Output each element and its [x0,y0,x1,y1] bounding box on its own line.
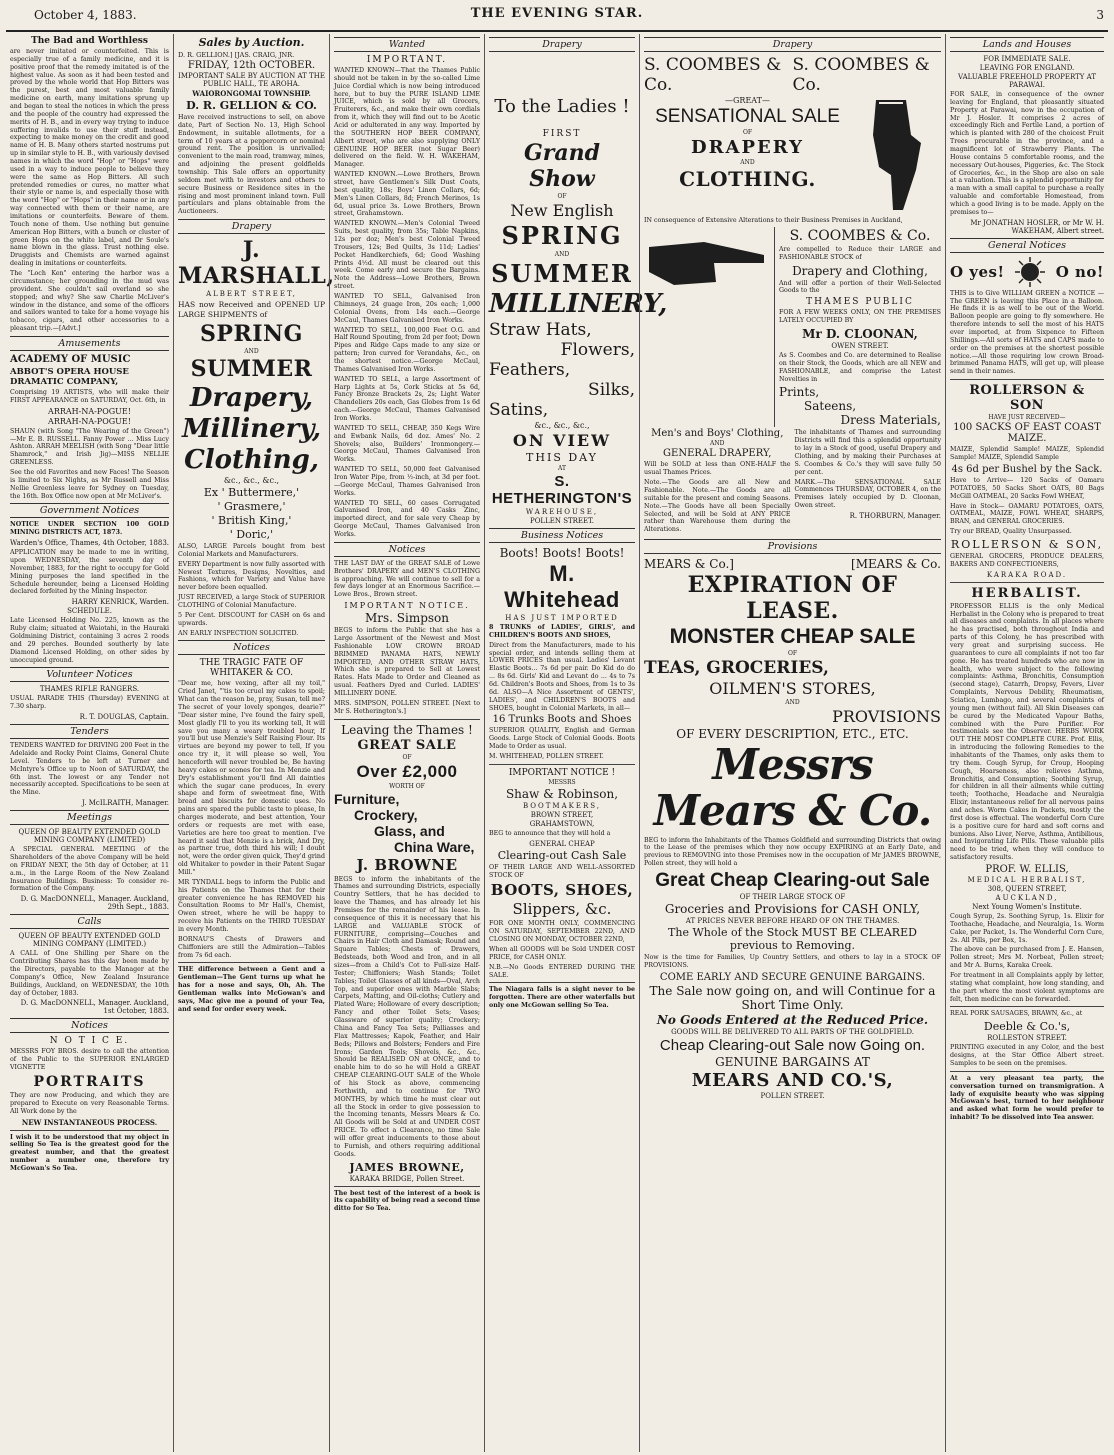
column-2 [173,34,335,1452]
bread: Try our BREAD, Quality Unsurpassed. [950,528,1072,536]
one-month: FOR ONE MONTH ONLY, COMMENCING ON SATURDAY, SEPTEMBER 22ND, AND CLOSING ON MONDAY, OCTOBER 22ND, [489,920,635,944]
of-5: OF [742,129,753,136]
o-yes: O yes! [950,262,1005,281]
wanted-6: WANTED TO SELL, a large Assortment of Harp Lights at 5s, Cork Sticks at 5s 6d, Fancy Bronze Brackets 2s, 2s; Light Water Chandeliers 20s each, Gas Globes from 1s 6d each.—George McCaul, Thames Galvanised Iron Works. [334,375,480,422]
pointing-hand-right-icon [644,227,774,297]
grahamstown: GRAHAMSTOWN, [529,819,595,828]
trunks-16: 16 Trunks Boots and Shoes [492,714,632,726]
section-provisions: Provisions [644,539,941,554]
prof-ellis: PROF. W. ELLIS, [985,864,1069,876]
realise: As S. Coombes and Co. are determined to Realise on their Stock, the Goods, which are all NEW and FASHIONABLE, and comprise the Latest Novelties in [779,352,941,383]
rifle-sign: R. T. DOUGLAS, Captain. [79,713,169,722]
section-notices: Notices [10,1018,169,1033]
foy-body: They are now Producing, and which they are prepared to Execute on very Reasonable Terms. All Work done by the [10,1092,169,1115]
cloonan: Mr D. CLOONAN, [802,327,918,342]
first: FIRST [542,129,582,139]
delivered: GOODS WILL BE DELIVERED TO ALL PARTS OF THE GOLDFIELD. [671,1027,914,1036]
expiration: EXPIRATION OF LEASE. [687,572,898,625]
column-6 [945,34,1108,1452]
pollen-street-4: POLLEN STREET. [529,517,595,525]
important-head: IMPORTANT. [366,55,448,65]
section-drapery-4: Drapery [489,37,635,52]
column-5 [639,34,945,1452]
pointing-hand-down-icon [851,95,941,215]
divider [334,1186,480,1187]
and-5: AND [740,159,755,166]
crockery: Crockery, [354,806,418,823]
freehold: VALUABLE FREEHOLD PROPERTY AT PARAWAI. [958,73,1096,89]
calls-body: A CALL of One Shilling per Share on the Contributing Shares has this day been made by the Directors, payable to the Manager at the Company's Office, New Zealand Insurance Buildings, Auckland, on WEDNESDAY, the 10th day of October, 1883. [10,950,169,997]
divider [489,764,635,765]
clothing-heading: Clothing, [184,444,319,475]
etc-4: &c., &c., &c., [534,421,590,430]
great-cheap: Great Cheap Clearing-out Sale [655,870,930,891]
loch-ken-notice: The "Loch Ken" entering the harbor was a circumstance; her grounding in the mud was provident. She couldn't sail overland so she stopped; and why? She saw Charlie McLiver's window in the distance, and some of the officers and sailors wanted to take for a home voyage his tobacco, cigars, and other accessories to a pleasant trip.—[Advt.] [10,270,169,333]
when-all: When all GOODS will be Sold UNDER COST PRICE, for CASH ONLY. [489,946,635,961]
feathers: Feathers, [489,360,571,380]
meeting-sign: D. G. MacDONNELL, Manager. Auckland, 29th Sept., 1883. [20,895,169,912]
general-drapery: GENERAL DRAPERY, [663,448,772,460]
to-arrive: Have to Arrive— 120 Sacks of Oamaru POTATOES, 50 Sacks Short OATS, 80 Bags McGill OATMEAL, 20 Sacks Fowl WHEAT, [950,476,1104,500]
monster-sale: MONSTER CHEAP SALE [669,625,916,649]
millinery-heading: Millinery, [181,413,322,444]
land-sign: Mr JONATHAN HOSLER, or Mr W. H. WAKEHAM, Albert street. [970,218,1104,235]
wanted-9: WANTED TO SELL, 60 cases Corrugated Galvanised Iron, and 40 Casks Zinc, imported direct, and for sale very Cheap by George McCaul, Thames Galvanised Iron Works. [334,499,480,538]
of-6: OF [787,650,798,658]
worth-of: WORTH OF [389,782,425,790]
masthead [6,4,1108,32]
mens-boys: Men's and Boys' Clothing, [651,428,784,440]
oilmens-stores: OILMEN'S STORES, [709,679,876,699]
mears-header [644,557,941,571]
ship-buttermere: Ex ' Buttermere,' [203,485,300,499]
marshall: J. MARSHALL, [178,237,335,290]
beg-announce: BEG to announce that they will hold a [489,829,611,837]
rolleston-street: ROLLESTON STREET. [987,1034,1067,1043]
summer-4: SUMMER [491,259,633,288]
divider [10,1130,169,1131]
hop-bitters-body: are never imitated or counterfeited. This is especially true of a family medicine, and it is positive proof that the remedy imitated is of the highest value. As soon as it had been tested and proved by the whole world that Hop Bitters was the purest, best and most valuable family medicine on earth, many imitations sprung up and began to steal the notices in which the press and the people of the country had expressed the merits of H. B., and in every way trying to induce suffering invalids to use their stuff instead, expecting to make money on the credit and good name of H. B. Many others started nostrums put up in similar style to H. B., with variously devised names in which the word "Hop" or "Hops" were used in a way to induce people to believe they were the same as Hop Bitters. All such pretended remedies or cures, no matter what their style or name is, and especially those with the word "Hop" or "Hops" in their name or in any way connected with them or their name, are imitations or counterfeits. Beware of them. Touch none of them. Use nothing but genuine American Hop Bitters, with a bunch or cluster of green Hops on the white label, and Dr Soule's name blown in the glass. Trust nothing else. Druggists and Chemists are warned against dealing in imitations or counterfeits. [10,48,169,268]
column-1 [6,34,173,1452]
great: —GREAT— [725,96,770,105]
section-drapery-5: Drapery [644,37,941,52]
will-be-sold: Will be SOLD at less than ONE-HALF the usual Thames Prices. [644,461,791,477]
shaw-robinson: Shaw & Robinson, [505,786,619,801]
spring-4: SPRING [501,221,623,250]
section-lands: Lands and Houses [950,37,1104,52]
to-the-ladies: To the Ladies ! [494,96,630,117]
divider [950,1006,1104,1007]
over-2000: Over £2,000 [356,761,458,781]
inhabitants: The inhabitants of Thames and surrounding Districts will find this a splendid opportunity to lay in a Stock of good, useful Drapery and Clothing, and by making their Purchases at S. Coombes & Co.'s they will save fully 50 per cent. [794,429,941,476]
section-meetings: Meetings [10,810,169,825]
queen-of-beauty-1: QUEEN OF BEAUTY EXTENDED GOLD MINING COMPANY (LIMITED) [18,828,161,845]
prints: Prints, [779,385,820,400]
section-government-notices: Government Notices [10,503,169,518]
etc-line: &c., &c., &c., [223,475,280,485]
wanted-1: WANTED KNOWN—That the Thames Public should not be taken in by the so-called Lime Juice Cordial which is now being introduced here, but to buy the PURE ISLAND LIME JUICE, which is sold by all Grocers, Fruiterers, &c., and make their own cordials from it, which they will find out to be Acetic Acid or adulterated in any way. Imported by the SOUTHERN HOP BEER COMPANY, Albert street, who are also supplying ONLY GENUINE HOP BEER (not Sugar Beer) delivered on the field. W. H. WAKEHAM, Manager. [334,67,480,169]
gov-office: Warden's Office, Thames, 4th October, 1883. [10,539,169,548]
in-stock: Have in Stock— OAMARU POTATOES, OATS, OATMEAL, MAIZE, FOWL WHEAT, SHARPS, BRAN, and GENERAL GROCERIES. [950,502,1104,526]
col4-footer: The Niagara falls is a sight never to be forgotten. There are other waterfalls but only one McGowan selling So Tea. [489,986,635,1010]
every-description: OF EVERY DESCRIPTION, ETC., ETC. [676,727,909,742]
just-received: JUST RECEIVED, a large Stock of SUPERIOR CLOTHING of Colonial Manufacture. [178,594,325,609]
divider [950,379,1104,380]
karaka-bridge: KARAKA BRIDGE, Pollen Street. [349,1174,465,1183]
sateens: Sateens, [804,399,857,414]
friday-date: FRIDAY, 12th OCTOBER. [187,60,316,71]
leaving-thames: Leaving the Thames ! [341,722,473,737]
divider [178,962,325,963]
wanted-5: WANTED TO SELL, 100,000 Feet O.G. and Half Round Spouting, from 2d per foot; Down Pipes and Ridge Caps made to any size or pattern; Iron curved for Verandahs, &c., on the shortest notice.—George McCaul, Thames Galvanised Iron Works. [334,326,480,373]
millinery-4: MILLINERY, [489,289,668,319]
trunks: 8 TRUNKS of LADIES', GIRLS', and CHILDREN'S BOOTS AND SHOES, [489,624,635,639]
discount: 5 Per Cent. DISCOUNT for CASH on 6s and upwards. [178,611,325,627]
wanted-3: WANTED KNOWN.—Men's Colonial Tweed Suits, best quality, from 35s; Table Napkins, 12s per doz; Men's best Colonial Tweed Trousers, 12s; Bed Quilts, 3s 11d; Ladies' Pocket Handkerchiefs, 6d; Good Washing Prints 4½d. All must be cleared out this week. Come early and secure the Bargains. Note the Address—Lowe Brothers, Brown street. [334,220,480,291]
arrah-line-2: ARRAH-NA-POGUE! [48,416,131,426]
whitehead-body-2: SUPERIOR QUALITY, English and German Goods. Large Stock of Colonial Goods. Boots Made to Order as usual. [489,727,635,751]
pork-sausages: REAL PORK SAUSAGES, BRAWN, &c., at [950,1010,1083,1018]
compelled: Are compelled to Reduce their LARGE and FASHIONABLE STOCK of [779,245,941,261]
warehouse: WAREHOUSE, [525,508,599,516]
simpson-body: BEGS to inform the Public that she has a Large Assortment of the Newest and Most Fashionable LOW CROWN BROAD BRIMMED PANAMA HATS, NEWLY IMPORTED, AND OTHER STRAW HATS, Which she is prepared to Sell at Lowest Rates. Hats Made to Order and Cleaned as usual. Feathers Dyed and Curled. LADIES' MILLINERY DONE. [334,627,480,698]
arrah-line-1: ARRAH-NA-POGUE! [48,406,131,416]
messrs-mears: Messrs Mears & Co. [653,740,932,836]
whitehead-body: Direct from the Manufacturers, made to his special order, and intends selling them at LOWER PRICES than usual. Ladies' Levant Elastic Boots... 7s 6d per pair. Do Kid do do ... 8s 6d. Girls' Kid and Levant do ... 4s to 7s 6d. Children's Boots and Shoes, from 1s to 3s 6d. ALSO—A Nice Assortment of GENTS', LADIES', and CHILDREN'S BOOTS and SHOES, bought in Colonial Markets, in all— [489,641,635,712]
sale-going: The Sale now going on, and will Continue for a Short Time Only. [649,983,936,1012]
satins: Satins, [489,400,549,420]
nb: N.B.—No Goods ENTERED DURING THE SALE. [489,963,635,979]
marshall-has: HAS now Received and OPENED UP LARGE SHIPMENTS of [178,300,325,319]
ellis-body: PROFESSOR ELLIS is the only Medical Herbalist in the Colony who is prepared to treat all diseases and complaints. In all places where he has practised, both throughout India and parts of this Colony, he has prescribed with very great and surprising success. He guarantees to cure all complaints if not too far gone. He has treated hundreds who are now in health, who were subject to the following complaints: Asthma, Bronchitis, Consumption (second stage), Catarrh, Dropsy, Fevers, Liver Complaints, Nervous Debility, Rheumatism, Sciatica, Lumbago, and several complaints of young men (without fail). All Skin Diseases can be cured by the Medicated Vapour Baths, combined with the Pure Purifier. For testimonials see the Observer. HERBS WORK OUT THE MOST COMPLETE CURE. Prof. Ellis, in introducing the following Remedies to the inhabitants of the Thames, only asks them to try them. Cough Syrup, for Croup, Hooping Cough, Hoarseness, also relieves Asthma, Bronchitis, and Consumption; Soothing Syrup, for children in all their ailments while cutting teeth; Toothache, Headache and Neuralgia Elixir, instantaneous relief for all nervous pains and aches. Worm Cakes in Packets, mostly the first dose is effectual. The wonderful Corn Cure is a positive cure for hard and soft corns and bunions. Also Liver, Nerve, Asthma, Antibilious, and Invigorating Life Pills. These valuable pills need to be tried, when they will conduce to satisfactory results. [950,602,1104,862]
on-view: ON VIEW [512,431,612,450]
now-time: Now is the time for Families, Up Country Settlers, and others to lay in a STOCK OF PROVISIONS. [644,954,941,969]
schedule-title: SCHEDULE. [67,607,112,616]
printing: PRINTING executed in any Color, and the best designs, at the Star Office Albert street. Samples to be seen on the premises. [950,1044,1104,1068]
hetherington: S. HETHERINGTON'S [491,473,633,507]
every-department: EVERY Department is now fully assorted with Newest Textures, Designs, Novelties, and Fashions, which for Variety and Value have never before been equalled. [178,560,325,592]
notice-head: N O T I C E. [49,1036,130,1047]
section-notices-3: Notices [334,542,480,557]
whole-stock: The Whole of the Stock MUST BE CLEARED previous to Removing. [668,926,917,952]
section-drapery: Drapery [178,219,325,234]
tenders-body: TENDERS WANTED for DRIVING 200 Feet in the Adelaide and Rocky Point Claims, General Chute Level. Tenders to be left at Turner and McIntyre's Office up to Noon of SATURDAY, the 6th inst. The lowest or any Tender not necessarily accepted. Specifications to be seen at the Mine. [10,742,169,797]
section-calls: Calls [10,914,169,929]
no-goods: No Goods Entered at the Reduced Price. [656,1012,929,1027]
divider [489,982,635,983]
calls-sign: D. G. MacDONNELL, Manager. Auckland, 1st October, 1883. [20,999,169,1016]
offer: And will offer a portion of their Well-Selected Goods to the [779,279,941,295]
auckland: AUCKLAND, [995,894,1059,903]
drapery-clothing: Drapery and Clothing, [792,263,928,278]
clearing-out: Clearing-out Cash Sale [497,848,627,862]
ship-doric: ' Doric,' [229,527,274,541]
near-institute: Next Young Women's Institute. [972,903,1082,912]
amusement-body: Comprising 19 ARTISTS, who will make their FIRST APPEARANCE on SATURDAY, Oct. 6th, in [10,388,169,404]
simpson-sign: MRS. SIMPSON, POLLEN STREET. [Next to Mr S. Hetherington's.] [334,699,480,715]
wanted-4: WANTED TO SELL, Galvanised Iron Chimneys, 24 guage Iron, 20s each; 1,000 Colonial Ovens, from 14s each.—George McCaul, Thames Galvanised Iron Works. [334,293,480,324]
rifle-rangers: THAMES RIFLE RANGERS. [39,685,140,694]
poem: "Dear me, how vexing, after all my toil," Cried Janet, "'tis too cruel my cakes to spoil; What can the reason be, pray, Susan, tell me? The secret of your lovely sponges, dearie?" "Dear sister mine, I've found the fairy spell, Most gladly I'll to you its working tell, It will save you many a weary troubled hour, If you'll but use Menzie's Self Raising Flour. Its virtues are beyond my power to tell, If you once try it, it will please so well, You henceforth will never troubled be, Be having heavy cakes or scones for tea. In Menzie and Dry's establishment you'll find All dainties which the sugar cane produces, In every shape and form of sweetmeat fine, With bread and biscuits for domestic uses. No pains are spared the public taste to please, In charges moderate, and best attention, Your orders or requests are met with ease, Varieties are here too great to mention. I've heard it said that Menzie is a brick, And Dry, as partner true, doth third his will; I doubt not, were the order given quick, They'd grind old Whitaker to powder in their Patent Sugar Mill." [178,680,325,876]
bushel-price: 4s 6d per Bushel by the Sack. [951,463,1103,475]
at: AT [557,465,566,472]
just-imported: HAS JUST IMPORTED [505,614,619,622]
few-weeks: FOR A FEW WEEKS ONLY, ON THE PREMISES LATELY OCCUPIED BY [779,309,941,325]
glass: Glass, and [374,822,445,839]
issue-date: October 4, 1883. [34,8,137,22]
large-stock: OF THEIR LARGE AND WELL-ASSORTED STOCK OF [489,863,635,879]
whitehead: M. Whitehead [504,561,620,612]
mark: MARK.—The SENSATIONAL SALE Commences THURSDAY, OCTOBER 4, on the Premises lately occupied by D. Cloonan, Owen street. [794,478,941,510]
land-body: FOR SALE, in consequence of the owner leaving for England, that pleasantly situated Property at Parawai, now in the occupation of Mr J. Hosler. It comprises 2 acres of exceedingly Rich and Fertile Land, a portion of which is planted with 280 of the choicest Fruit Trees procurable in the province, and a magnificent lot of Strawberry Plants. The House contains 5 comfortable rooms, and the necessary Out-houses, Piggeries, &c. The Stock of Groceries, &c., in the Shop are also on sale at a valuation. This is a splendid opportunity for a man with a small capital to purchase a really valuable and comfortable Homestead, from which a good living is to be made. Apply on the premises to— [950,91,1104,216]
hop-bitters-title: The Bad and Worthless [31,36,148,46]
section-general-notices: General Notices [950,238,1104,253]
bornau: BORNAU'S Chests of Drawers and Chiffoniers are still the Admiration—Tables from 7s 6d each. [178,935,325,959]
come-early: COME EARLY AND SECURE GENUINE BARGAINS. [659,971,926,983]
divider [334,719,480,720]
divider [950,582,1104,583]
drapery-heading: Drapery, [189,382,314,413]
just-received: HAVE JUST RECEIVED— [988,414,1066,422]
maize-sacks: 100 SACKS OF EAST COAST MAIZE. [953,422,1101,445]
mears-left: MEARS & Co.] [644,557,734,572]
and-6: AND [710,440,725,448]
tenders-sign: J. McILRAITH, Manager. [82,799,169,808]
rollerson: ROLLERSON & SON [969,383,1085,414]
their-stock: OF THEIR LARGE STOCK OF [739,893,846,901]
brown-street: BROWN STREET, [530,810,594,819]
rollerson-2: ROLLERSON & SON, [950,537,1104,551]
sales-by-auction: Sales by Auction. [198,36,305,49]
leaving-england: LEAVING FOR ENGLAND. [979,64,1075,72]
ship-british-king: ' British King,' [211,513,292,527]
academy-of-music: ACADEMY OF MUSIC [10,353,131,365]
whitehead-sign: M. WHITEHEAD, POLLEN STREET. [489,753,604,761]
maize-samples: MAIZE, Splendid Sample! MAIZE, Splendid Sample! MAIZE, Splendid Sample [950,446,1104,462]
paper-title: THE EVENING STAR. [470,6,644,21]
furniture: Furniture, [334,790,400,807]
col6-footer: At a very pleasant tea party, the conversation turned on transmigration. A lady of exquisite beauty who was sipping McGowan's best, turned to her neighbour and asked what form he would prefer to inhabit? To be dissolved into Tea answer. [950,1074,1104,1122]
and-1: AND [244,347,259,355]
boots-shoes: BOOTS, SHOES, [490,881,634,900]
rifle-body: USUAL PARADE THIS (Thursday) EVENING at 7.30 sharp. [10,695,169,711]
coombes-3: S. COOMBES & Co. [789,227,931,244]
albert-street: ALBERT STREET, [206,290,297,299]
page-number: 3 [1096,8,1104,22]
section-amusements: Amusements [10,336,169,351]
important-notice-4: IMPORTANT NOTICE ! [508,767,616,778]
section-volunteer-notices: Volunteer Notices [10,667,169,682]
oyes-body: THIS is to Give WILLIAM GREEN a NOTICE — The GREEN is leaving this Place in a Balloon. He finds it is as well to be out of the World. Balloon people are going to fly somewhere. He therefore intends to sell the most of his HATS ever imported, at from Sixpence to Fifteen Shillings.—All sorts of HATS and CAPS made to order on the premises at the shortest possible notice.—All those requiring low crown Broad-brimmed Panama HATS, will get up, will please send in their names. [950,289,1104,376]
owen-street: OWEN STREET. [831,342,889,351]
wanted-8: WANTED TO SELL, 50,000 feet Galvanised Iron Water Pipe, from ½-inch, at 3d per foot.—George McCaul, Thames Galvanised Iron Works. [334,466,480,497]
favourites-notice: See the old Favorites and new Faces! The Season is limited to Six Nights, as Mr Russell and Miss Nellie Greenless leave for Sydney on Tuesday, the 16th. Box Office now open at Mr McLiver's. [10,468,169,500]
also-parcels: ALSO, LARGE Parcels bought from best Colonial Markets and Manufacturers. [178,542,325,558]
o-no: O no! [1055,262,1104,281]
j-browne: J. BROWNE [356,855,458,874]
straw-hats: Straw Hats, [489,320,592,340]
remedy-prices: Cough Syrup, 2s. Soothing Syrup, 1s. Elixir for Toothache, Headache, and Neuralgia, 1s. Worm Cake, per Packet, 1s. The Wonderful Corn Cure, 2s. All Pills, per Box, 1s. [950,913,1104,944]
groceries-cash: Groceries and Provisions for CASH ONLY, [664,902,921,916]
mears-right: [MEARS & Co. [851,557,941,572]
general-cheap: GENERAL CHEAP [529,839,595,848]
clothing-big: CLOTHING. [679,167,816,191]
china-ware: China Ware, [394,838,475,855]
auction-head: D. R. GELLION.] [JAS. CRAIG, JNR. [178,51,295,59]
flowers: Flowers, [560,340,635,360]
schedule-body: Late Licensed Holding No. 225, known as the Ruby claim; situated at Waiotahi, in the Hauraki Goldmining District, containing 3 acres 2 roods and 29 perches. Bounded southerly by late Diamond Licensed Holding, on other sides by unoccupied ground. [10,617,169,664]
section-business-notices: Business Notices [489,528,635,543]
foy-bros: MESSRS FOY BROS. desire to call the attention of the Public to the SUPERIOR ENLARGED VIGNETTE [10,1048,169,1072]
genuine-bargains: GENUINE BARGAINS AT [715,1054,870,1069]
teas-groceries: TEAS, GROCERIES, [644,658,829,679]
wanted-2: WANTED KNOWN.—Lowe Brothers, Brown street, have Gentlemen's Silk Dust Coats, best quality, 18s; Boys' Linen Collars, 6d; Men's Linen Collars, 8d; French Merinos, 1s 6d, usual price 3s. Lowe Brothers, Brown street, Grahamstown. [334,171,480,218]
mrs-simpson: Mrs. Simpson [364,611,450,626]
and-7: AND [785,699,800,707]
prices-never: AT PRICES NEVER BEFORE HEARD OF ON THE THAMES. [685,917,900,925]
notes: Note.—The Goods are all New and Fashionable. Note.—The Goods are all suitable for the present and coming Seasons. Note.—The Goods have all been Specially Selected, and will be Sold at ANY PRICE rather than Warehouse them during the Alterations. [644,479,791,534]
gellion: D. R. GELLION & CO. [186,99,317,112]
of-2: OF [557,193,567,200]
gov-notice-head: NOTICE UNDER SECTION 100 GOLD MINING DISTRICTS ACT, 1873. [10,521,169,537]
herbalist: HERBALIST. [971,585,1083,601]
cheap-clearing: Cheap Clearing-out Sale now Going on. [659,1036,926,1054]
meeting-body: A SPECIAL GENERAL MEETING of the Shareholders of the above Company will be held on FRIDAY NEXT, the 5th day of October, at 11 a.m., in the Large Room of the New Zealand Insurance Buildings. Business: To consider re-formation of the Company. [10,846,169,893]
messrs: MESSRS [548,778,576,786]
thorburn: R. THORBURN, Manager. [849,512,941,521]
township: WAIORONGOMAI TOWNSHIP. [192,89,311,98]
boots-boots: Boots! Boots! Boots! [499,546,625,560]
this-day: THIS DAY [526,451,598,464]
immediate-sale: FOR IMMEDIATE SALE. [983,55,1071,63]
slippers: Slippers, &c. [512,900,612,919]
cast-list: SHAUN (with Song "The Wearing of the Green")—Mr E. B. RUSSELL. Fanny Power ... Miss Lucy Ashton. ARRAH MEELISH (with Song "Dear little Shamrock," and Irish Jig)—MISS NELLIE GREENLESS. [10,427,169,467]
abbott-company: ABBOT'S OPERA HOUSE DRAMATIC COMPANY, [10,366,129,387]
summer-heading: SUMMER [190,355,313,382]
inspection: AN EARLY INSPECTION SOLICITED. [178,629,299,637]
auction-body: Have received instructions to sell, on above date, Part of Section No. 13, High School Endowment, in suitable allotments, for a term of 10 years at a peppercorn or nominal ground rent. The position is unrivalled; convenient to the main road, tramway, mines, and adjoining the present goldfields township. This Sale offers an opportunity seldom met with to investors and others to secure Business or Residence sites in the rising and most prominent inland town. Full particulars and plans obtainable from the Auctioneers. [178,114,325,216]
medical-herbalist: MEDICAL HERBALIST, [967,876,1087,885]
karaka-road: KARAKA ROAD. [986,570,1068,579]
drapery-big: DRAPERY [690,137,805,158]
coombes-consequence: IN consequence of Extensive Alterations to their Business Premises in Auckland, [644,217,903,224]
gov-body: APPLICATION may be made to me in writing, upon WEDNESDAY, the seventh day of November, 1883, for the right to occupy for Gold Mining purposes the land specified in the Schedule hereunder, being a Licensed Holding declared forfeited by the Mining Inspector. [10,549,169,596]
ship-grasmere: ' Grasmere,' [217,499,286,513]
queen-of-beauty-2: QUEEN OF BEAUTY EXTENDED GOLD MINING COMPANY (LIMITED.) [18,932,161,949]
portraits: PORTRAITS [33,1074,146,1091]
important-notice: IMPORTANT NOTICE. [344,601,470,611]
pollen-street-5: POLLEN STREET. [760,1091,825,1100]
section-tenders: Tenders [10,724,169,739]
spring-heading: SPRING [200,320,303,347]
thames-public: THAMES PUBLIC [806,297,914,308]
treatment: For treatment in all Complaints apply by letter, stating what complaint, how long standing, and the part where the most violent symptoms are felt, then medicine can be forwarded. [950,972,1104,1003]
queen-street: 308, QUEEN STREET, [987,885,1067,894]
gov-sign: HARRY KENRICK, Warden. [71,598,169,607]
mears-beg: BEG to inform the Inhabitants of the Thames Goldfield and surrounding Districts that owing to the Lease of the premises which they now occupy EXPIRING at an Early Date, and previous to REMOVING into those Premises now in the occupation of Mr JAMES BROWNE, Pollen street, they will hold a [644,836,941,868]
silks: Silks, [588,380,635,400]
column-3 [329,34,484,1452]
tragic-fate: THE TRAGIC FATE OF WHITAKER & CO. [199,658,304,679]
and-4: AND [554,251,570,258]
coombes-left: S. COOMBES & Co. [644,55,782,95]
lowe-sale: THE LAST DAY of the GREAT SALE of Lowe Brothers' DRAPERY and MEN'S CLOTHING is approaching. We will continue to sell for a few days longer at an Enormous Sacrifice.—Lowe Bros., Brown street. [334,559,480,599]
of-1: OF [402,753,412,761]
sun-face-icon [1014,256,1046,288]
wanted-7: WANTED TO SELL, CHEAP, 350 Kegs Wire and Ewbank Nails, 6d doz. Ames' No. 2 Shovels; also, Builders' Ironmongery.—George McCaul, Thames Galvanised Iron Works. [334,424,480,464]
divider [950,1071,1104,1072]
coombes-header [644,55,941,95]
col1-footer: I wish it to be understood that my object in selling So Tea is the greatest good for the greatest number, and that the greatest number a number one, therefore try McGowan's So Tea. [10,1133,169,1173]
general-grocers: GENERAL GROCERS, PRODUCE DEALERS, BAKERS AND CONFECTIONERS, [950,552,1104,568]
column-4 [484,34,668,1452]
section-wanted: Wanted [334,37,480,52]
deeble: Deeble & Co.'s, [983,1020,1071,1034]
important-sale: IMPORTANT SALE BY AUCTION AT THE PUBLIC HALL, TE AROHA. [178,72,325,88]
col3-footer: The best test of the interest of a book is its capability of being read a second time ditto for So Tea. [334,1189,480,1213]
sensational-sale: SENSATIONAL SALE [655,106,840,127]
oyes-header [950,256,1104,288]
james-browne: JAMES BROWNE, [349,1160,465,1174]
great-sale: GREAT SALE [357,737,457,753]
agents: The above can be purchased from J. E. Hansen, Pollen street; Mrs M. Norbeat, Pollen street; and Mr A. Burns, Karaka Creek. [950,946,1104,970]
section-notices-2: Notices [178,640,325,655]
instantaneous: NEW INSTANTANEOUS PROCESS. [21,1117,158,1127]
mears-and-cos: MEARS AND CO.'S, [691,1069,894,1091]
dress-materials: Dress Materials, [840,413,941,428]
grand-show: Grand Show [523,140,600,192]
col2-footer: THE difference between a Gent and a Gentleman—The Gent turns up what he has for a nose and says, Oh, Ah. The Gentleman walks into McGowan's and says, Mac give me a pound of your Tea, and send for order every week. [178,966,325,1013]
coombes-right: S. COOMBES & Co. [792,55,930,95]
browne-body: BEGS to inform the inhabitants of the Thames and surrounding Districts, especially Country Settlers, that he has decided to leave the Thames, and has already let his Premises for the remainder of his lease. In consequence of this it is necessary that his LARGE and VALUABLE STOCK of FURNITURE, comprising—Couches and Chairs in Hair Cloth and Damask; Round and Square Tables; Chests of Drawers, Bedsteads, both Wood and Iron, and in all sizes—from a Child's Cot to Full-size Half-Tester; Chiffoniers; Wash Stands; Toilet Tables; Toilet Glasses of all kinds—Oval, Arch Top, and superior ones with Marble Slabs; Carpets, Matting, and Oil-cloths; Cutlery and Plated Ware; Holloware of every description; Fancy and other Toilet Sets; Vases; Glassware of superior quality; Crockery; China and Fancy Tea Sets; Palliasses and Flax Mattresses; Kapok, Feather, and Hair Beds; Pillows and Bolsters; Fenders and Fire Irons; Garden Tools; Shovels, &c., &c., Should be REALISED ON at ONCE, and to enable him to do so he will Hold a GREAT CHEAP CLEARING-OUT SALE of the Whole of his Stock as above, commencing Forthwith, and to continue for TWO MONTHS, by which time he must clear out all the Stock in order to give possession to the Incoming tenants, Messrs Mears & Co. All Goods will be Sold at and UNDER COST PRICE. To effect a Clearance, no time Sale will offer great inducements to those about to Furnish, and others requiring additional Goods. [334,875,480,1158]
provisions-word: PROVISIONS [832,707,941,727]
bootmakers: BOOTMAKERS, [522,801,602,810]
new-english: New English [510,201,614,220]
tyndall: MR TYNDALL begs to inform the Public and his Patients on the Thames that for their greater convenience he has REMOVED his Consultation Rooms to Mr Hall's, Chemist, Owen street, where he will be happy to receive his Patients on the THIRD TUESDAY in every Month. [178,878,325,934]
